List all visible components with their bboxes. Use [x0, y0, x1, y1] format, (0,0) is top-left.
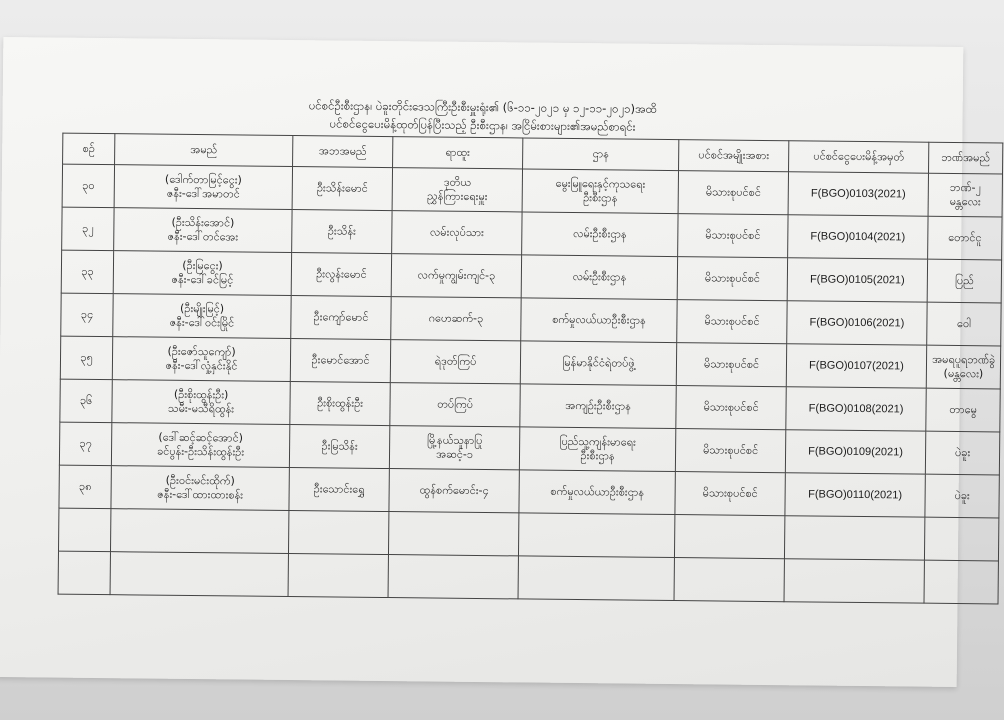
department-cell-text: စက်မှုလယ်ယာဦးစီးဌာန [550, 484, 645, 499]
name-cell-text: ဇနီး-ဒေါ်လှုံ့နှင်းနိုင် [165, 358, 238, 373]
order-number-cell-text: F(BGO)0105(2021) [809, 273, 905, 287]
order-number-cell-text: F(BGO)0104(2021) [810, 230, 906, 244]
order-number-cell-text: F(BGO)0106(2021) [809, 316, 905, 330]
empty-cell [58, 551, 110, 595]
serial-cell-text: ၃၃ [81, 264, 94, 278]
empty-row [58, 551, 998, 604]
pension-type-cell [676, 343, 786, 387]
serial-cell [62, 207, 114, 251]
name-cell [111, 423, 289, 468]
serial-cell [61, 293, 113, 337]
order-number-cell-text: F(BGO)0108(2021) [808, 402, 904, 416]
title-line-1: ပင်စင်ဦးစီးဌာန၊ ပဲခူးတိုင်းဒေသကြီးဦးစီးမှူးရုံး၏ (၆-၁၁-၂၀၂၁ မှ ၁၂-၁၁-၂၀၂၁)အထိ [308, 98, 657, 116]
pension-type-cell-text: မိသားစုပင်စင် [704, 271, 761, 285]
order-number-cell-text: F(BGO)0110(2021) [808, 488, 903, 502]
order-number-cell [788, 172, 928, 216]
pension-type-cell [677, 300, 787, 344]
pension-type-cell-text: မိသားစုပင်စင် [704, 314, 760, 328]
bank-cell-text: မန္တလေး [949, 194, 981, 209]
rank-cell [392, 211, 522, 255]
bank-cell [928, 216, 1002, 260]
father-name-cell-text: ဦးသိန်းမောင် [316, 181, 368, 195]
name-cell-text: (ဒေါက်တာမြင့်ငွေး) [164, 172, 242, 187]
rank-cell-text: လမ်းလုပ်သား [429, 225, 484, 240]
father-name-cell [290, 339, 390, 383]
father-name-cell [292, 167, 392, 211]
bank-cell-text: ပဲခူး [954, 445, 971, 460]
department-cell-text: လမ်းဦးစီးဌာန [572, 269, 627, 284]
father-name-cell-text: ဦးမောင်အောင် [311, 353, 370, 367]
department-cell [519, 427, 675, 472]
pension-type-cell [675, 429, 785, 473]
empty-cell [518, 513, 674, 558]
department-cell-text: စက်မှုလယ်ယာဦးစီးဌာန [552, 312, 646, 327]
serial-cell [59, 422, 111, 466]
serial-cell-text: ၃၀ [82, 178, 95, 192]
name-cell-text: သမီး-မသီရိထွန်း [167, 401, 235, 416]
empty-cell [110, 509, 288, 554]
header-serial: စဉ် [63, 133, 115, 165]
department-cell-text: ပြည်သူ့ကျန်းမာရေး [559, 434, 636, 449]
father-name-cell [292, 210, 392, 254]
rank-cell-text: လက်မှုကျွမ်းကျင်-၃ [417, 268, 496, 283]
bank-cell-text: ပြည် [954, 273, 974, 288]
pension-type-cell [678, 171, 788, 215]
department-cell [521, 298, 677, 343]
pension-table [58, 133, 1004, 605]
department-cell [520, 384, 676, 429]
header-order-number: ပင်စင်ငွေပေးမိန့်အမှတ် [789, 141, 929, 173]
rank-cell [389, 426, 519, 470]
bank-cell [926, 388, 1000, 432]
name-cell-text: (ဦးစိုးထွန်းဦး) [173, 387, 229, 402]
name-cell-text: ဇနီး-ဒေါ်ထားထားစန်း [157, 487, 244, 502]
empty-cell [784, 516, 924, 560]
bank-cell [926, 345, 1000, 389]
pension-type-cell [675, 472, 785, 516]
order-number-cell-text: F(BGO)0109(2021) [808, 445, 904, 459]
order-number-cell-text: F(BGO)0103(2021) [810, 187, 906, 201]
order-number-cell [788, 215, 928, 259]
pension-type-cell-text: မိသားစုပင်စင် [702, 486, 758, 500]
paper-sheet [0, 37, 996, 687]
pension-type-cell-text: မိသားစုပင်စင် [705, 228, 761, 242]
father-name-cell [289, 425, 389, 469]
rank-cell [391, 297, 521, 341]
father-name-cell-text: ဦးလွန်းမောင် [316, 267, 367, 281]
order-number-cell [785, 473, 925, 517]
bank-cell-text: ပဲခူး [954, 488, 970, 503]
rank-cell [390, 340, 520, 384]
empty-cell [924, 560, 998, 604]
bank-cell-text: ဝေါ [956, 316, 972, 331]
pension-type-cell-text: မိသားစုပင်စင် [703, 357, 760, 371]
father-name-cell-text: ဦးသိန်း [327, 224, 356, 238]
pension-type-cell [677, 257, 787, 301]
department-cell-text: အကျဉ်းဦးစီးဌာန [565, 398, 631, 413]
name-cell [113, 251, 291, 296]
bank-cell [927, 302, 1001, 346]
rank-cell-text: တပ်ကြပ် [437, 397, 474, 411]
empty-cell [784, 559, 924, 603]
rank-cell-text: ရဲဒုတ်ကြပ် [434, 354, 477, 368]
bank-cell [925, 431, 999, 475]
department-cell-text: လမ်းဦးစီးဌာန [572, 226, 627, 241]
empty-cell [288, 511, 388, 555]
name-cell [114, 208, 292, 253]
rank-cell-text: ဒုတိယ [443, 175, 472, 189]
father-name-cell [289, 468, 389, 512]
name-cell-text: (ဦးသိန်းအောင်) [171, 215, 235, 230]
bank-cell-text: တာမွေ [949, 402, 977, 417]
rank-cell [390, 383, 520, 427]
father-name-cell [291, 253, 391, 297]
pension-type-cell [678, 214, 788, 258]
father-name-cell-text: ဦးစိုးထွန်းဦး [317, 396, 364, 410]
header-father-name: အဘအမည် [293, 136, 393, 168]
serial-cell-text: ၃၆ [79, 393, 93, 407]
department-cell [522, 169, 678, 214]
name-cell-text: (ဦးဇော်သူကျော်) [167, 344, 236, 359]
father-name-cell-text: ဦးသောင်းရွှေ [313, 482, 365, 496]
serial-cell [59, 465, 111, 509]
empty-cell [58, 508, 110, 552]
name-cell [114, 165, 292, 210]
father-name-cell-text: ဦးကျော်မောင် [313, 310, 369, 324]
empty-cell [388, 555, 518, 599]
bank-cell [925, 474, 999, 518]
serial-cell [61, 250, 113, 294]
name-cell [112, 380, 290, 425]
department-cell [522, 212, 678, 257]
name-cell-text: (ဒေါ်ဆင့်ဆင့်အောင်) [158, 430, 244, 445]
department-cell-text: ဦးစီးဌာန [580, 449, 615, 463]
table-body [58, 164, 1002, 604]
name-cell-text: ဇနီး-ဒေါ်အမာတင် [166, 186, 240, 201]
pension-type-cell-text: မိသားစုပင်စင် [703, 400, 759, 414]
order-number-cell [786, 344, 926, 388]
name-cell-text: (ဦးမျိုးမြင့်) [179, 301, 225, 316]
name-cell-text: ဇနီး-ဒေါ်ခင်မြင့် [171, 272, 234, 287]
serial-cell-text: ၃၈ [78, 479, 92, 493]
bank-cell-text: အမရပူရဘဏ်ခွဲ [931, 352, 996, 367]
bank-cell-text: (မန္တလေး) [943, 366, 984, 381]
empty-cell [288, 554, 388, 598]
name-cell-text: ဇနီး-ဒေါ်တင်အေး [167, 229, 239, 244]
rank-cell-text: ဂဟေဆက်-၃ [428, 311, 484, 326]
department-cell [519, 470, 675, 515]
pension-type-cell [676, 386, 786, 430]
order-number-cell [785, 430, 925, 474]
father-name-cell [291, 296, 391, 340]
header-department: ဌာန [523, 138, 679, 171]
rank-cell-text: ညွှန်ကြားရေးမှူး [426, 189, 488, 204]
father-name-cell-text: ဦးမြသိန်း [321, 439, 358, 453]
serial-cell-text: ၃၅ [80, 350, 93, 364]
bank-cell [928, 173, 1002, 217]
empty-cell [674, 558, 784, 602]
order-number-cell [786, 387, 926, 431]
empty-cell [924, 517, 998, 561]
title-line-2: ပင်စင်ငွေပေးမိန့်ထုတ်ပြန်ပြီးသည့် ဦးစီးဌာန၊ အငြိမ်းစားများ၏အမည်စာရင်း [329, 116, 636, 134]
serial-cell-text: ၃၄ [80, 307, 94, 321]
header-bank: ဘဏ်အမည် [929, 142, 1003, 174]
department-cell [520, 341, 676, 386]
serial-cell [60, 336, 112, 380]
name-cell [111, 466, 289, 511]
rank-cell [391, 254, 521, 298]
department-cell [521, 255, 677, 300]
rank-cell [392, 168, 522, 212]
rank-cell [389, 469, 519, 513]
department-cell-text: ဦးစီးဌာန [583, 191, 618, 205]
order-number-cell-text: F(BGO)0107(2021) [809, 359, 904, 373]
order-number-cell [787, 301, 927, 345]
name-cell-text: (ဦးမြငွေး) [182, 258, 223, 273]
rank-cell-text: ထွန်စက်မောင်း-၄ [419, 483, 489, 498]
name-cell [113, 294, 291, 339]
father-name-cell [290, 382, 390, 426]
name-cell-text: ဇနီး-ဒေါ်ဝင်းမြိုင် [169, 315, 235, 330]
pension-type-cell-text: မိသားစုပင်စင် [702, 443, 759, 457]
document-header [43, 37, 923, 134]
pension-type-cell-text: မိသားစုပင်စင် [705, 185, 761, 199]
empty-cell [388, 512, 518, 556]
empty-cell [110, 552, 288, 597]
rank-cell-text: အဆင့်-၁ [435, 447, 474, 461]
rank-cell-text: မြို့နယ်သူနာပြု [427, 433, 483, 448]
header-pension-type: ပင်စင်အမျိုးအစား [679, 140, 789, 172]
header-name: အမည် [115, 134, 293, 167]
bank-cell-text: ဘဏ်-၂ [949, 180, 981, 195]
empty-cell [518, 556, 674, 601]
bank-cell-text: တောင်ငူ [948, 230, 982, 245]
department-cell-text: မွေးမြူရေးနှင့်ကုသရေး [555, 176, 646, 191]
name-cell [112, 337, 290, 382]
serial-cell-text: ၃၇ [79, 436, 92, 450]
name-cell-text: ခင်ပွန်း-ဦးသိန်းထွန်းဦး [156, 444, 245, 459]
serial-cell-text: ၃၂ [82, 221, 94, 235]
bank-cell [927, 259, 1001, 303]
header-rank: ရာထူး [393, 137, 523, 169]
department-cell-text: မြန်မာနိုင်ငံရဲတပ်ဖွဲ့ [562, 355, 635, 370]
name-cell-text: (ဦးဝင်းမင်းထိုက်) [165, 473, 235, 488]
serial-cell [62, 164, 114, 208]
order-number-cell [787, 258, 927, 302]
empty-cell [674, 515, 784, 559]
serial-cell [60, 379, 112, 423]
